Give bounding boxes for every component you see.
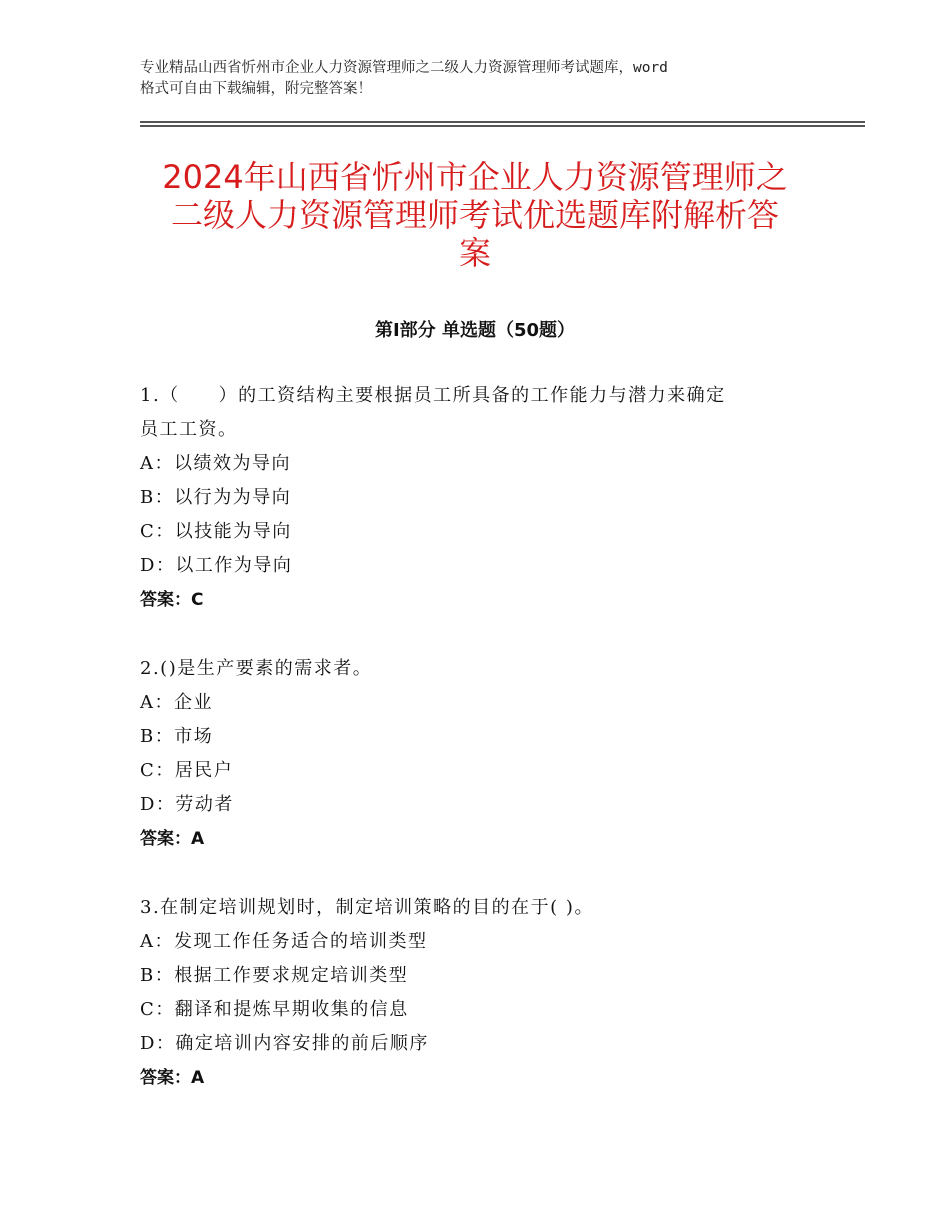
question-3: [140, 891, 820, 1095]
question-stem: 2.()是生产要素的需求者。: [140, 658, 373, 679]
answer: 答案：A: [140, 1068, 205, 1088]
question-stem-continued: 员工工资。: [140, 419, 238, 440]
section-title: 第Ⅰ部分 单选题（50题）: [374, 320, 575, 341]
option-d: D：劳动者: [140, 794, 234, 815]
option-b: B：根据工作要求规定培训类型: [140, 965, 409, 986]
option-b: B：市场: [140, 726, 214, 747]
answer: 答案：C: [140, 590, 204, 610]
option-c: C：翻译和提炼早期收集的信息: [140, 999, 409, 1020]
header-note-line-1: 专业精品山西省忻州市企业人力资源管理师之二级人力资源管理师考试题库，word: [140, 60, 668, 76]
header-note-line-2: 格式可自由下载编辑，附完整答案！: [140, 81, 372, 97]
option-c: C：居民户: [140, 760, 234, 781]
option-c: C：以技能为导向: [140, 521, 292, 542]
question-stem: 1.（ ）的工资结构主要根据员工所具备的工作能力与潜力来确定: [140, 385, 726, 406]
question-2: [140, 652, 820, 856]
option-b: B：以行为为导向: [140, 487, 292, 508]
option-d: D：确定培训内容安排的前后顺序: [140, 1033, 429, 1054]
option-d: D：以工作为导向: [140, 555, 293, 576]
option-a: A：企业: [140, 692, 213, 713]
document-title-line-1: 2024年山西省忻州市企业人力资源管理师之: [162, 158, 788, 196]
header-divider-bottom: [140, 125, 865, 127]
option-a: A：发现工作任务适合的培训类型: [140, 931, 428, 952]
question-stem: 3.在制定培训规划时，制定培训策略的目的在于( )。: [140, 897, 594, 918]
header-divider-top: [140, 121, 865, 123]
question-1: [140, 379, 820, 617]
answer: 答案：A: [140, 829, 205, 849]
document-title: [120, 158, 830, 272]
document-title-line-3: 案: [458, 234, 491, 272]
option-a: A：以绩效为导向: [140, 453, 291, 474]
header-note: [140, 58, 840, 100]
document-title-line-2: 二级人力资源管理师考试优选题库附解析答: [170, 196, 779, 234]
